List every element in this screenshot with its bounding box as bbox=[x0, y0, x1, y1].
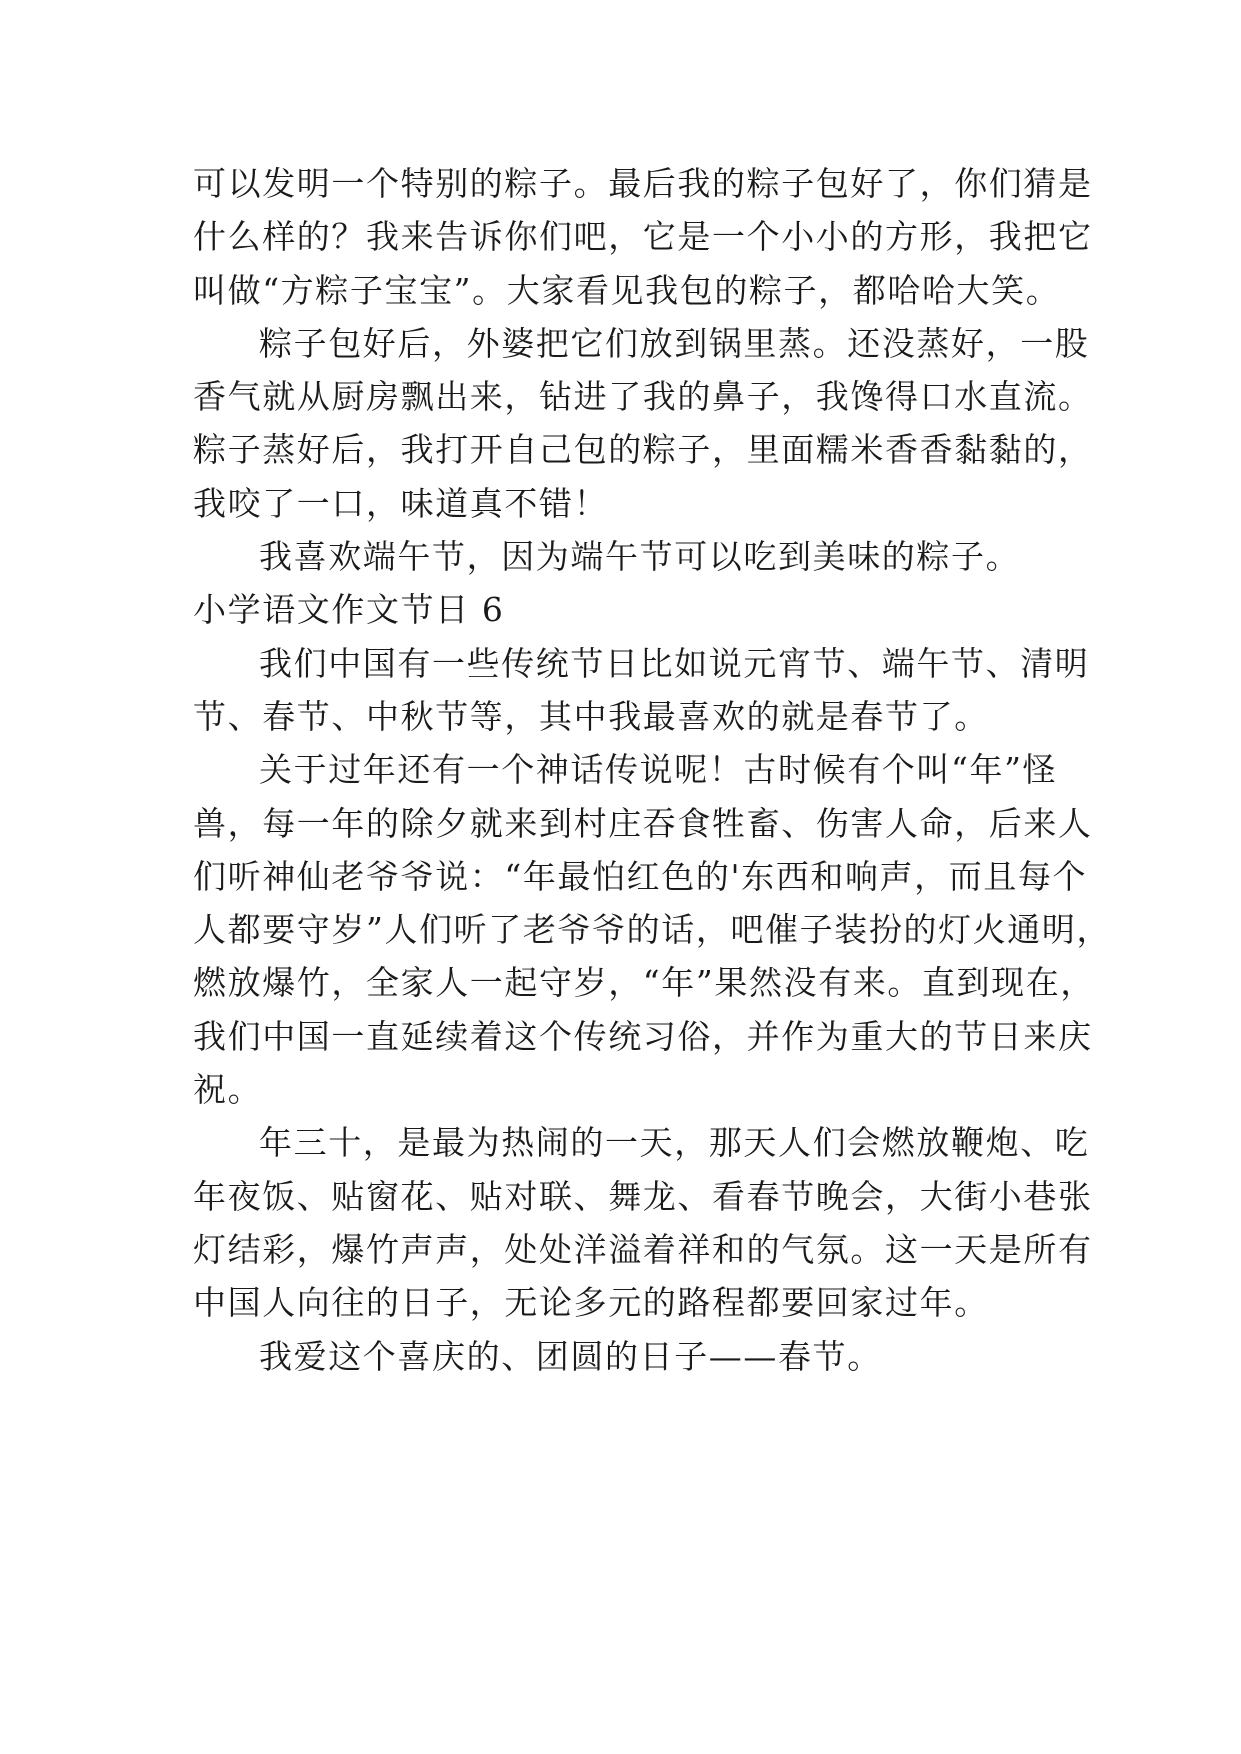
text-line: 年夜饭、贴窗花、贴对联、舞龙、看春节晚会，大街小巷张 bbox=[193, 1176, 1093, 1216]
paragraph-first-line: 关于过年还有一个神话传说呢！古时候有个叫“年”怪 bbox=[259, 750, 1058, 790]
text-line: 节、春节、中秋节等，其中我最喜欢的就是春节了。 bbox=[193, 696, 989, 736]
text-line: 祝。 bbox=[193, 1070, 263, 1110]
document-body bbox=[193, 157, 1112, 1383]
paragraph-first-line: 我们中国有一些传统节日比如说元宵节、端午节、清明 bbox=[259, 643, 1090, 683]
text-line: 燃放爆竹，全家人一起守岁，“年”果然没有来。直到现在， bbox=[193, 963, 1095, 1003]
text-line: 们听神仙老爷爷说：“年最怕红色的'东西和响声，而且每个 bbox=[193, 856, 1088, 896]
text-line: 可以发明一个特别的粽子。最后我的粽子包好了，你们猜是 bbox=[193, 164, 1093, 203]
text-line: 叫做“方粽子宝宝”。大家看见我包的粽子，都哈哈大笑。 bbox=[193, 270, 1061, 310]
text-line: 什么样的？我来告诉你们吧，它是一个小小的方形，我把它 bbox=[193, 217, 1093, 257]
paragraph-first-line: 我爱这个喜庆的、团圆的日子——春节。 bbox=[259, 1336, 882, 1376]
text-line: 中国人向往的日子，无论多元的路程都要回家过年。 bbox=[193, 1283, 989, 1323]
text-line: 灯结彩，爆竹声声，处处洋溢着祥和的气氛。这一天是所有 bbox=[193, 1229, 1093, 1269]
text-line: 粽子蒸好后，我打开自己包的粽子，里面糯米香香黏黏的， bbox=[193, 430, 1093, 470]
paragraph-first-line: 我喜欢端午节，因为端午节可以吃到美味的粽子。 bbox=[259, 537, 1021, 577]
essay-heading: 小学语文作文节日 6 bbox=[193, 590, 505, 630]
text-line: 香气就从厨房飘出来，钻进了我的鼻子，我馋得口水直流。 bbox=[193, 377, 1093, 417]
paragraph-first-line: 年三十，是最为热闹的一天，那天人们会燃放鞭炮、吃 bbox=[259, 1123, 1090, 1163]
text-line: 我们中国一直延续着这个传统习俗，并作为重大的节日来庆 bbox=[193, 1016, 1093, 1056]
text-line: 兽，每一年的除夕就来到村庄吞食牲畜、伤害人命，后来人 bbox=[193, 803, 1093, 843]
paragraph-first-line: 粽子包好后，外婆把它们放到锅里蒸。还没蒸好，一股 bbox=[259, 323, 1090, 363]
text-line: 人都要守岁”人们听了老爷爷的话，吧催子装扮的灯火通明， bbox=[193, 910, 1112, 950]
text-line: 我咬了一口，味道真不错！ bbox=[193, 483, 609, 523]
